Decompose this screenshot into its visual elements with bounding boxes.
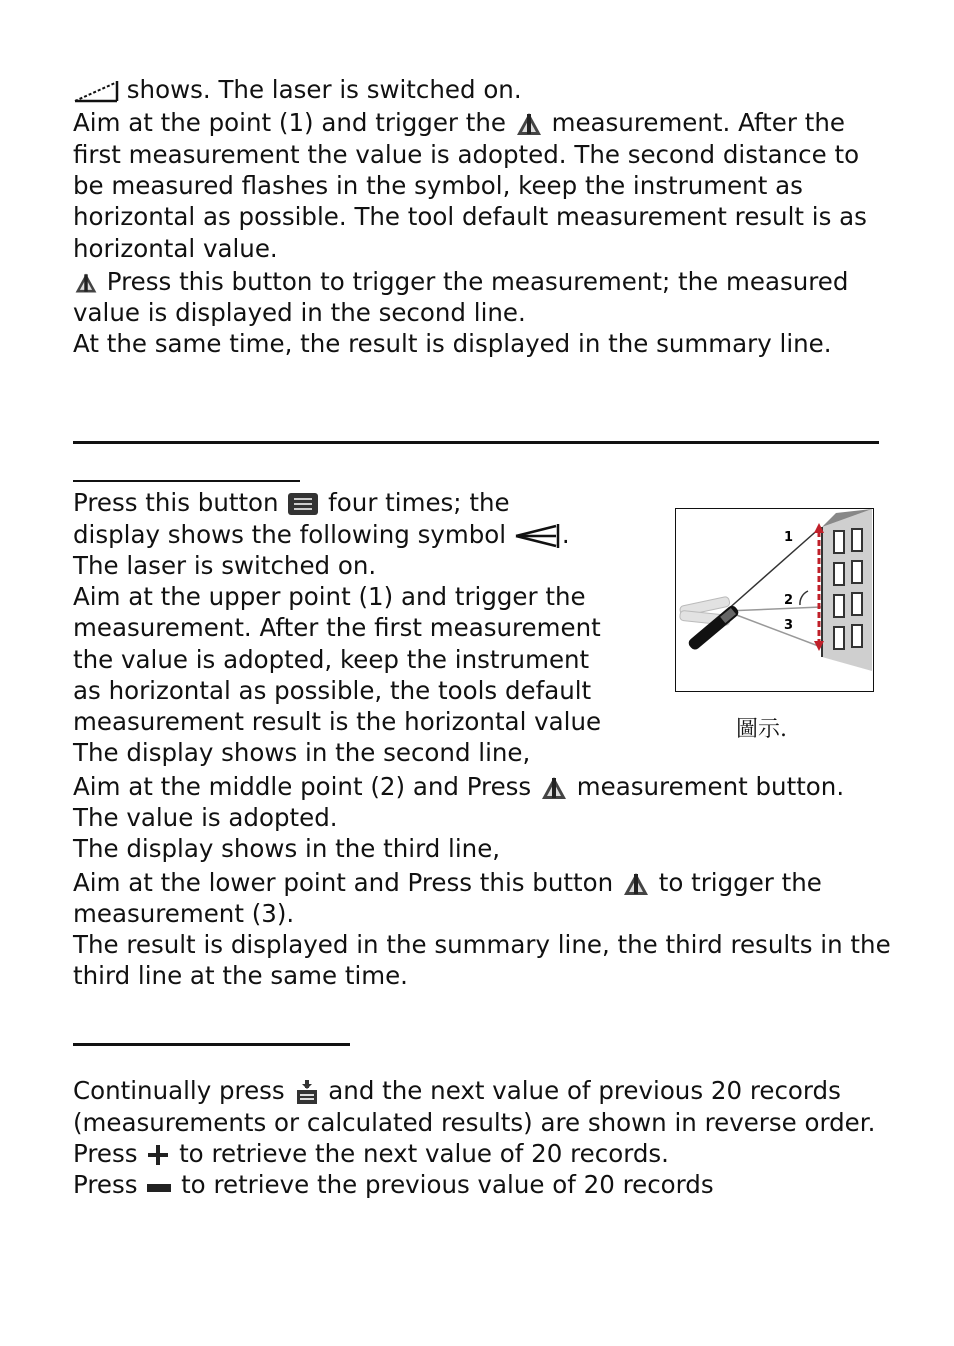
text-line: horizontal as possible. The tool default measurement result is as bbox=[73, 202, 867, 231]
text-line: the value is adopted, keep the instrument bbox=[73, 645, 590, 674]
text-line: Aim at the point (1) and trigger the measurement. After the bbox=[73, 108, 845, 137]
building-window bbox=[852, 593, 862, 615]
minus-button-icon bbox=[145, 1173, 173, 1199]
text-line: Aim at the upper point (1) and trigger the bbox=[73, 582, 586, 611]
label-point-2: 2 bbox=[784, 593, 794, 608]
building-window bbox=[852, 529, 862, 551]
text-line: display shows the following symbol . bbox=[73, 520, 570, 549]
laser-line-middle bbox=[726, 607, 821, 611]
text-line: value is displayed in the second line. bbox=[73, 298, 526, 327]
label-point-1: 1 bbox=[784, 530, 794, 545]
memory-button-icon bbox=[293, 1078, 321, 1106]
text-line: measurement result is the horizontal value bbox=[73, 707, 602, 736]
measure-button-icon bbox=[514, 111, 544, 137]
building-window bbox=[852, 561, 862, 583]
text-line: measurement. After the first measurement bbox=[73, 613, 601, 642]
horizontal-distance-symbol-icon bbox=[73, 78, 119, 104]
text-line: At the same time, the result is displayed in the summary line. bbox=[73, 329, 832, 358]
text-line: first measurement the value is adopted. The second distance to bbox=[73, 140, 860, 169]
indirect-height-illustration bbox=[676, 509, 872, 690]
building-window bbox=[834, 531, 844, 553]
function-button-icon bbox=[286, 491, 320, 517]
building bbox=[822, 509, 872, 671]
text-line: Press to retrieve the previous value of 20 records bbox=[73, 1170, 714, 1199]
text-line: (measurements or calculated results) are shown in reverse order. bbox=[73, 1108, 876, 1137]
building-window bbox=[852, 625, 862, 647]
label-point-3: 3 bbox=[784, 618, 794, 633]
divider bbox=[73, 1043, 350, 1046]
text-line: Aim at the lower point and Press this button to trigger the bbox=[73, 868, 822, 897]
angle-arc bbox=[800, 591, 808, 605]
measure-button-icon bbox=[73, 270, 99, 296]
building-window bbox=[834, 595, 844, 617]
building-window bbox=[834, 627, 844, 649]
text-line: horizontal value. bbox=[73, 234, 278, 263]
building-window bbox=[834, 563, 844, 585]
text-line: The display shows in the third line, bbox=[73, 834, 501, 863]
measure-button-icon bbox=[539, 775, 569, 801]
indirect-height-symbol-icon bbox=[514, 522, 562, 550]
text-line: measurement (3). bbox=[73, 899, 295, 928]
laser-line-lower bbox=[726, 611, 821, 647]
laser-line-upper bbox=[726, 527, 821, 611]
text-line: as horizontal as possible, the tools default bbox=[73, 676, 592, 705]
divider bbox=[73, 480, 300, 482]
text-line: The laser is switched on. bbox=[73, 551, 377, 580]
text-line: Press to retrieve the next value of 20 records. bbox=[73, 1139, 669, 1168]
text-line: shows. The laser is switched on. bbox=[73, 74, 522, 105]
measure-button-icon bbox=[621, 871, 651, 897]
figure-caption: 圖示. bbox=[736, 717, 787, 742]
text-line: The display shows in the second line, bbox=[73, 738, 531, 767]
text-line: third line at the same time. bbox=[73, 961, 408, 990]
text-line: Aim at the middle point (2) and Press measurement button. bbox=[73, 772, 845, 801]
plus-button-icon bbox=[145, 1142, 171, 1168]
text-line: Press this button four times; the bbox=[73, 488, 510, 517]
text-line: The value is adopted. bbox=[73, 803, 338, 832]
text-line: Continually press and the next value of previous 20 records bbox=[73, 1076, 841, 1105]
text-line: The result is displayed in the summary line, the third results in the bbox=[73, 930, 891, 959]
measurement-figure bbox=[675, 508, 874, 692]
divider bbox=[73, 441, 879, 444]
text-line: Press this button to trigger the measurement; the measured bbox=[73, 266, 848, 297]
text-line: be measured flashes in the symbol, keep the instrument as bbox=[73, 171, 803, 200]
